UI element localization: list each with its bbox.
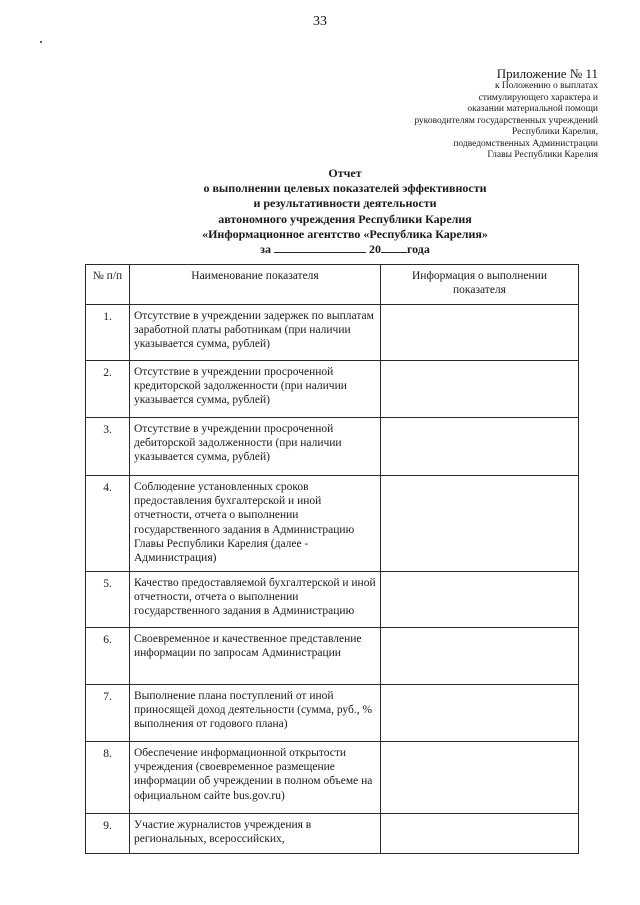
indicator-info-cell (381, 628, 579, 685)
indicator-name: Обеспечение информационной открытости учреждения (своевременное размещение информации об учреждении в полном объеме на официальном сайте bus.gov.ru) (130, 742, 381, 814)
row-number: 5. (86, 572, 130, 628)
indicator-name: Отсутствие в учреждении задержек по выплатам заработной платы работникам (при наличии указывается сумма, рублей) (130, 305, 381, 361)
appendix-block (298, 66, 598, 162)
row-number: 9. (86, 814, 130, 854)
appendix-line: стимулирующего характера и (478, 92, 598, 103)
row-number: 4. (86, 476, 130, 572)
appendix-line: оказании материальной помощи (467, 104, 598, 114)
table-row (86, 572, 579, 628)
appendix-line: к Положению о выплатах (494, 81, 598, 91)
row-number: 7. (86, 685, 130, 742)
appendix-line: подведомственных Администрации (453, 138, 598, 149)
indicator-name: Отсутствие в учреждении просроченной дебиторской задолженности (при наличии указывается сумма, рублей) (130, 418, 381, 476)
indicator-info-cell (381, 814, 579, 854)
report-title (60, 166, 630, 257)
indicator-name: Участие журналистов учреждения в региональных, всероссийских, (130, 814, 381, 854)
indicator-info-cell (381, 742, 579, 814)
period-prefix: за (260, 242, 271, 257)
report-period (60, 242, 630, 257)
report-title-line: автономного учреждения Республики Карелия (218, 211, 472, 226)
table-row (86, 814, 579, 854)
indicator-name: Своевременное и качественное представление информации по запросам Администрации (130, 628, 381, 685)
header-num: № п/п (86, 265, 130, 305)
period-blank-field (274, 242, 366, 253)
indicator-info-cell (381, 685, 579, 742)
appendix-line: Республики Карелия, (512, 127, 598, 137)
indicator-info-cell (381, 418, 579, 476)
period-year: 20 (368, 242, 381, 257)
indicator-name: Соблюдение установленных сроков предоставления бухгалтерской и иной отчетности, отчета о выполнении государственного задания в Администрацию Главы Республики Карелия (далее - Администрация) (130, 476, 381, 572)
year-blank-field (381, 242, 407, 253)
appendix-line: Главы Республики Карелия (487, 150, 598, 160)
row-number: 3. (86, 418, 130, 476)
indicators-table (85, 264, 579, 854)
indicator-info-cell (381, 305, 579, 361)
report-title-line: «Информационное агентство «Республика Карелия» (202, 226, 488, 241)
appendix-title: Приложение № 11 (496, 66, 598, 81)
page-number: 33 (313, 14, 327, 29)
indicator-name: Выполнение плана поступлений от иной приносящей доход деятельности (сумма, руб., % выполнения от годового плана) (130, 685, 381, 742)
row-number: 6. (86, 628, 130, 685)
indicator-info-cell (381, 361, 579, 418)
period-suffix: года (406, 242, 430, 257)
appendix-line: руководителям государственных учреждений (414, 115, 598, 126)
header-name: Наименование показателя (130, 265, 381, 305)
report-title-line: о выполнении целевых показателей эффективности (203, 181, 487, 196)
report-title-line: и результативности деятельности (253, 196, 437, 211)
table-row (86, 685, 579, 742)
table-row (86, 418, 579, 476)
table-row (86, 628, 579, 685)
indicator-name: Качество предоставляемой бухгалтерской и иной отчетности, отчета о выполнении государственного задания в Администрацию (130, 572, 381, 628)
table-row (86, 476, 579, 572)
table-row (86, 361, 579, 418)
report-title-line: Отчет (328, 166, 362, 180)
table-header-row (86, 265, 579, 305)
indicator-name: Отсутствие в учреждении просроченной кредиторской задолженности (при наличии указывается сумма, рублей) (130, 361, 381, 418)
indicator-info-cell (381, 572, 579, 628)
indicator-info-cell (381, 476, 579, 572)
row-number: 2. (86, 361, 130, 418)
row-number: 1. (86, 305, 130, 361)
table-row (86, 742, 579, 814)
table-row (86, 305, 579, 361)
scan-speck (40, 41, 42, 43)
row-number: 8. (86, 742, 130, 814)
header-info: Информация о выполнении показателя (381, 265, 579, 305)
